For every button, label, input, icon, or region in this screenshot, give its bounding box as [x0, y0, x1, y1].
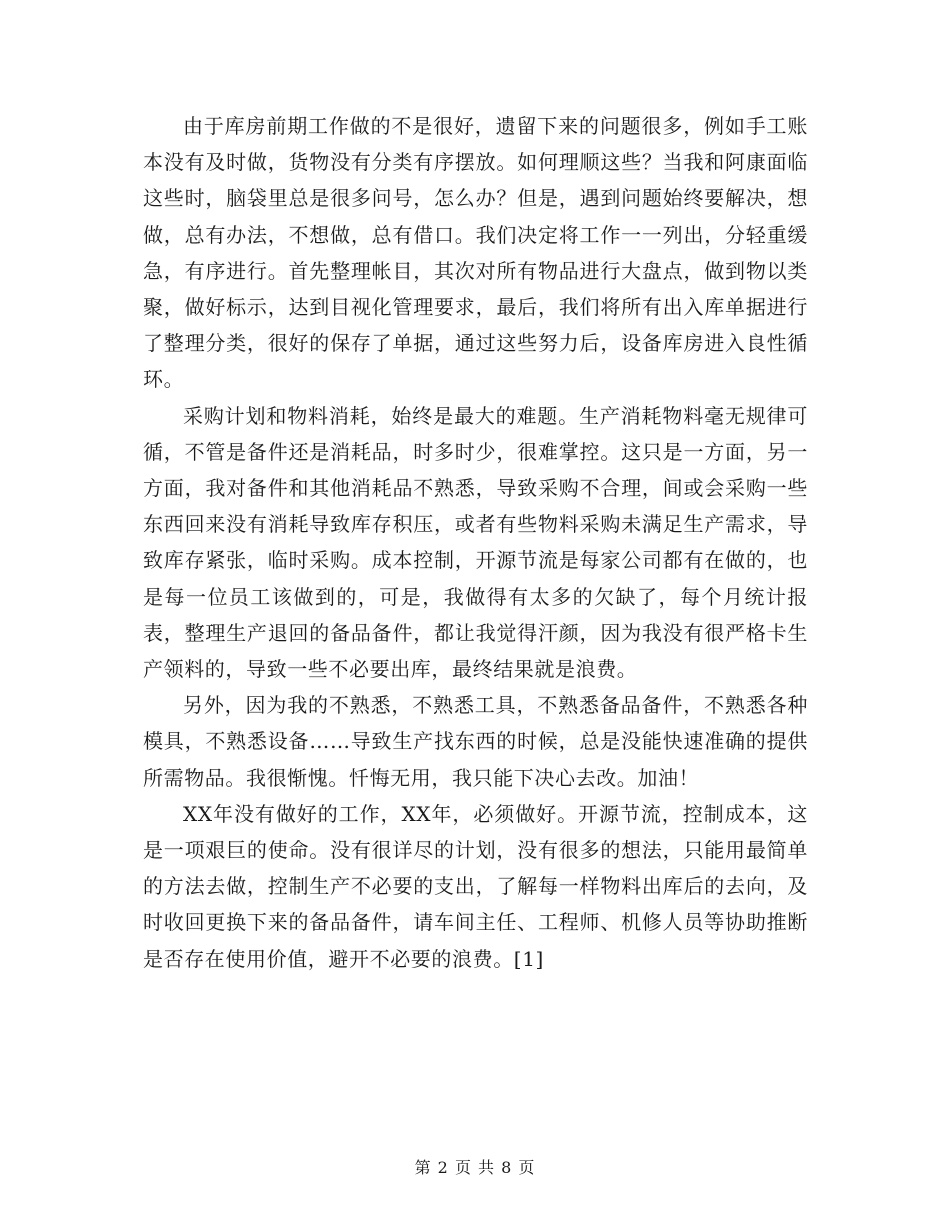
paragraph-unfamiliarity: 另外，因为我的不熟悉，不熟悉工具，不熟悉备品备件，不熟悉各种模具，不熟悉设备……导致生产找东西的时候，总是没能快速准确的提供所需物品。我很惭愧。忏悔无用，我只能下决心去改。加油！ — [143, 693, 808, 790]
paragraph-procurement: 采购计划和物料消耗，始终是最大的难题。生产消耗物料毫无规律可循，不管是备件还是消耗品，时多时少，很难掌控。这只是一方面，另一方面，我对备件和其他消耗品不熟悉，导致采购不合理，间或会采购一些东西回来没有消耗导致库存积压，或者有些物料采购未满足生产需求，导致库存紧张，临时采购。成本控制，开源节流是每家公司都有在做的，也是每一位员工该做到的，可是，我做得有太多的欠缺了，每个月统计报表，整理生产退回的备品备件，都让我觉得汗颜，因为我没有很严格卡生产领料的，导致一些不必要出库，最终结果就是浪费。 — [143, 403, 808, 682]
document-body — [143, 108, 808, 977]
paragraph-plan: XX年没有做好的工作，XX年，必须做好。开源节流，控制成本，这是一项艰巨的使命。没有很详尽的计划，没有很多的想法，只能用最简单的方法去做，控制生产不必要的支出，了解每一样物料出库后的去向，及时收回更换下来的备品备件，请车间主任、工程师、机修人员等协助推断是否存在使用价值，避开不必要的浪费。[1] — [143, 801, 808, 971]
paragraph-warehouse-issues: 由于库房前期工作做的不是很好，遗留下来的问题很多，例如手工账本没有及时做，货物没有分类有序摆放。如何理顺这些？当我和阿康面临这些时，脑袋里总是很多问号，怎么办？但是，遇到问题始终要解决，想做，总有办法，不想做，总有借口。我们决定将工作一一列出，分轻重缓急，有序进行。首先整理帐目，其次对所有物品进行大盘点，做到物以类聚，做好标示，达到目视化管理要求，最后，我们将所有出入库单据进行了整理分类，很好的保存了单据，通过这些努力后，设备库房进入良性循环。 — [143, 114, 808, 392]
page-footer: 第 2 页 共 8 页 — [414, 1158, 536, 1177]
